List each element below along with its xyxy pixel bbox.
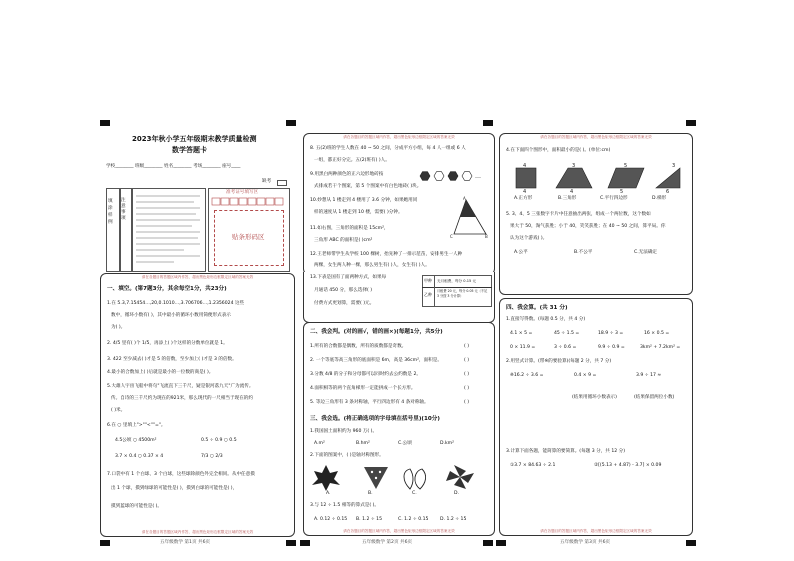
svg-text:…: … xyxy=(475,173,481,180)
choice-5-cont: 认为这个游戏( )。 xyxy=(510,236,548,241)
section-title: 一、填空。(第7题3分，其余每空1分，共23分) xyxy=(107,286,227,292)
answer-paren[interactable]: ( ) xyxy=(464,358,470,363)
question-13-cont: 月通话 450 分，那么选择( ) xyxy=(314,288,373,293)
choice-option: C.平行四边形 xyxy=(600,196,628,201)
answer-paren[interactable]: ( ) xyxy=(464,386,470,391)
oral-calc-item: 3 ÷ 0.6 = xyxy=(554,345,577,350)
fee-option-a: 甲种 xyxy=(424,278,432,283)
judge-4: 4.面积相等的两个直角梯形一定能拼成一个长方形。 xyxy=(310,386,416,391)
oral-calc-item: 0 × 11.9 = xyxy=(510,345,536,350)
compare-item: 3.7 × 0.4 ○ 0.37 × 4 xyxy=(115,454,164,459)
compare-item: 0.5 ÷ 0.9 ○ 0.5 xyxy=(201,438,237,443)
compare-item: 4.5公顷 ○ 4500m² xyxy=(115,438,157,443)
page-footer: 五年级数学 第2页 共6页 xyxy=(362,540,413,545)
choice-2: 2.下面的图案中，( )是轴对称图形。 xyxy=(310,453,384,458)
sample-label: 填涂样例 xyxy=(108,199,113,225)
section-title: 三、我会选。(将正确选项的字母填在括号里)(10分) xyxy=(310,416,440,422)
oral-calc-item: 4.1 × 5 = xyxy=(510,331,533,336)
registration-mark xyxy=(686,120,696,126)
vertical-calc-item: ※16.2 ÷ 3.6 = xyxy=(510,373,544,378)
table-divider xyxy=(434,276,435,306)
choice-option: B. 1.2 ÷ 15 xyxy=(356,517,382,522)
choice-1: 1.我国国土面积约为 960 万( )。 xyxy=(310,429,378,434)
choice-option: B.hm² xyxy=(356,441,370,446)
registration-mark xyxy=(286,540,296,546)
registration-mark xyxy=(300,540,310,546)
question-7: 7.口袋中有 1 个白球、3 个白球，这些球除颜色外完全相同。从中任意摸 xyxy=(107,472,255,477)
choice-option: B. xyxy=(368,491,373,496)
svg-text:4: 4 xyxy=(570,189,574,195)
question-11-cont: 三角形 ABC 的面积是( )cm² xyxy=(314,238,373,243)
panel-calculate xyxy=(499,298,693,536)
question-9-cont: 式排成若干个图案，第 5 个图案中有白色地砖( )块。 xyxy=(314,184,422,189)
oral-calc-item: 3km² + 7.2km² = xyxy=(640,345,681,350)
choice-option: A. xyxy=(326,491,331,496)
choice-4: 4.在下面四个图形中，面积最小的是( )。(单位:cm) xyxy=(506,148,611,153)
student-info-line: 学校________ 班级________ 姓名________ 考场________ 座号____ xyxy=(106,164,241,169)
vertical-calc-item: 0.4 × 9 = xyxy=(574,373,597,378)
svg-text:C: C xyxy=(450,234,453,239)
answer-paren[interactable]: ( ) xyxy=(464,344,470,349)
question-12: 12.王老师带学生从学校 100 棵树，抬先种了一排示范苗，安排男生一人种 xyxy=(310,252,463,257)
choice-option: A. 0.12 ÷ 0.15 xyxy=(314,517,348,522)
table-divider xyxy=(422,287,492,288)
svg-text:5: 5 xyxy=(620,189,624,195)
question-13-cont: 付费方式更划算，需要( )元。 xyxy=(314,301,375,306)
calc-3-title: 3.计算下面各题，能简算的要简算。(每题 3 分，共 12 分) xyxy=(506,449,626,454)
choice-5-cont: 果大于 50，淘气获胜；小于 40，笑笑获胜；在 40 ~ 50 之间，算平局。你 xyxy=(510,224,666,229)
question-10-cont: 样的速度从 1 楼走到 10 楼，需要( )分钟。 xyxy=(314,210,403,215)
choice-option: A.正方形 xyxy=(514,196,533,201)
registration-mark xyxy=(100,120,110,126)
svg-text:A: A xyxy=(463,196,466,201)
question-6: 6.在 ○ 里填上">""<""="。 xyxy=(107,423,166,428)
panel-notice: 请在各题目的答题区域内作答，超出黑色矩形边框限定区域的答案无效 xyxy=(343,529,455,533)
choice-option: D. xyxy=(454,491,459,496)
calc-1-title: 1.直接写得数。(每题 0.5 分，共 4 分) xyxy=(506,317,586,322)
question-7-cont: 摸到蓝球的可能性是( )。 xyxy=(111,504,162,509)
judge-3: 3.分数 4/8 的分子和分母都可以同时约去公约数是 2。 xyxy=(310,372,421,377)
svg-text:4: 4 xyxy=(523,163,527,169)
judge-2: 2. 一个等底等高三角形的底面积是 6m，高是 36cm²，面积是。 xyxy=(310,358,442,363)
question-2: 2. 4/5 里有( )个 1/5，再添上( )个这样的分数单位就是 1。 xyxy=(107,341,228,346)
choice-5: 5. 3、4、5 三张数字卡片中任意抽出两张，组成一个两位数，这个数如 xyxy=(506,212,651,217)
simplify-item: ②[(5.13 + 4.87) - 3.7] × 0.09 xyxy=(594,463,662,468)
svg-text:6: 6 xyxy=(666,189,670,195)
barcode-label: 贴条形码区 xyxy=(232,233,265,241)
section-title: 四、我会算。(共 31 分) xyxy=(506,305,568,311)
fee-option-b-desc: 月租费 20 元，每分 0.05 元（不足 3 分按 3 分计算） xyxy=(437,289,488,298)
choice-option: A.公平 xyxy=(514,250,528,255)
judge-1: 1.所有的合数都是偶数，所有的质数都是奇数。 xyxy=(310,344,407,349)
choice-option: B.三角形 xyxy=(558,196,577,201)
panel-notice: 请在各题目的答题区域内作答，超出黑色矩形边框限定区域的答案无效 xyxy=(141,530,254,534)
registration-mark xyxy=(483,540,493,546)
zhunkao-label: 准考证号填写区 xyxy=(226,190,259,195)
absent-checkbox[interactable] xyxy=(277,180,287,186)
question-7-cont: 出 1 个球，摸到绿球的可能性是( )，摸到白球的可能性是( )， xyxy=(111,486,238,491)
registration-mark xyxy=(686,540,696,546)
svg-text:3: 3 xyxy=(572,163,576,169)
svg-text:B: B xyxy=(485,234,488,239)
registration-mark xyxy=(496,540,506,546)
svg-text:3: 3 xyxy=(672,163,676,169)
svg-text:5: 5 xyxy=(624,163,628,169)
hexagon-pattern xyxy=(418,170,488,182)
question-5-cont: 传。自诗的三千尺约为现在的921米，那么现代的一尺相当于现在的约 xyxy=(111,396,253,401)
choice-option: D.梯形 xyxy=(652,196,667,201)
question-8: 8. 五(2)班的学生人数在 40 ~ 50 之间，分成平方小组，每 4 人一组或 6 人 xyxy=(310,146,466,151)
exam-title: 2023年秋小学五年级期末教学质量检测 xyxy=(132,135,257,143)
vertical-calc-item: 3.9 ÷ 17 ≈ xyxy=(636,373,662,378)
fee-option-b: 乙种 xyxy=(424,292,432,297)
question-13: 13.下表是国有了面两种方式，如果每 xyxy=(310,275,387,280)
notes-text-lines xyxy=(134,192,202,266)
registration-mark xyxy=(483,120,493,126)
choice-option: B.不公平 xyxy=(574,250,593,255)
question-4: 4.最小的合数加上( )后就是最小的一位数的商是( )。 xyxy=(107,370,214,375)
answer-card-header xyxy=(100,128,296,278)
page-footer: 五年级数学 第1页 共6页 xyxy=(160,540,211,545)
notes-label: 注意事项 xyxy=(121,198,126,221)
question-9: 9.用黑白两种颜色的正六边形地砖按 xyxy=(310,172,384,177)
absent-label: 缺考 xyxy=(262,179,272,184)
oral-calc-item: 9.9 ÷ 0.9 = xyxy=(598,345,625,350)
id-digit-boxes[interactable] xyxy=(212,198,284,206)
question-11: 11.如右图，三角形的面积是 15cm²， xyxy=(310,226,389,231)
calc-2-title: 2.用竖式计算。(带※的要验算)(每题 2 分，共 7 分) xyxy=(506,359,612,364)
question-8-cont: 一组，都正好分完。五(2)班有( )人。 xyxy=(314,158,390,163)
panel-notice: 请在各题目的答题区域内作答，超出黑色矩形边框限定区域的答案无效 xyxy=(540,135,652,139)
question-3: 3. 422 至少减去( )才是 5 的倍数，至少加上( )才是 3 的倍数。 xyxy=(107,357,237,362)
symmetry-figures xyxy=(314,463,484,493)
question-1-cont: 数中，循环小数有( )，其中最小的循环小数用简便形式表示 xyxy=(111,313,231,318)
registration-mark xyxy=(286,120,296,126)
judge-5: 5. 等边三角形有 3 条对称轴，平行四边形有 4 条对称轴。 xyxy=(310,400,429,405)
panel-notice: 请在各题目的答题区域内作答，超出黑色矩形边框限定区域的答案无效 xyxy=(540,529,652,533)
choice-option: C.无法确定 xyxy=(634,250,658,255)
question-12-cont: 两棵，女生两人种一棵，那么男生有( )人，女生有( )人。 xyxy=(314,263,430,268)
choice-option: D. 1.2 ÷ 15 xyxy=(440,517,467,522)
panel-notice: 请在各题目的答题区域内作答，超出黑色矩形边框限定区域的答案无效 xyxy=(343,135,455,139)
oral-calc-item: 16 × 0.5 = xyxy=(644,331,670,336)
panel-notice: 请在各题目的答题区域内作答，超出黑色矩形边框限定区域的答案无效 xyxy=(141,275,254,279)
section-title: 二、我会判。(对的画√，错的画×)(每题1分，共5分) xyxy=(310,329,443,335)
card-subtitle: 数学答题卡 xyxy=(172,146,207,154)
calc-note: (结果用循环小数表示) xyxy=(572,395,617,400)
choice-option: C. xyxy=(412,491,417,496)
triangle-figure xyxy=(450,198,490,238)
question-1: 1.在 5.3,7.15454…,20,0.1010…,3.706706…,1.2356024 这些 xyxy=(107,301,245,306)
page-footer: 五年级数学 第3页 共6页 xyxy=(560,540,611,545)
panel-q13 xyxy=(303,272,495,323)
question-10: 10.妙想从 1 楼走到 4 楼用了 3.6 分钟，如果她用同 xyxy=(310,198,418,203)
simplify-item: ①3.7 × 84.63 ÷ 2.1 xyxy=(510,463,556,468)
panel-fill-in-cont xyxy=(303,133,495,275)
choice-option: A.m² xyxy=(314,441,325,446)
area-shapes xyxy=(512,162,684,195)
fee-option-a-desc: 无月租费，每分 0.15 元 xyxy=(437,279,477,283)
calc-note: (结果保留两位小数) xyxy=(634,395,675,400)
answer-paren[interactable]: ( ) xyxy=(464,372,470,377)
question-5: 5.大雄人宇宙飞船中将句"飞流直下三千尺，疑是银河落九天"广为流传。 xyxy=(107,384,254,389)
question-1-cont: 为( )。 xyxy=(111,325,126,330)
panel-judge-choose xyxy=(303,322,495,536)
oral-calc-item: 45 ÷ 1.5 = xyxy=(554,331,580,336)
choice-option: C. 1.2 ÷ 0.15 xyxy=(398,517,429,522)
svg-text:4: 4 xyxy=(523,189,527,195)
choice-option: D.km² xyxy=(440,441,454,446)
compare-item: 7/3 ○ 2/3 xyxy=(201,454,223,459)
registration-mark xyxy=(100,540,110,546)
question-5-cont: ( )米。 xyxy=(111,408,126,413)
answer-paren[interactable]: ( ) xyxy=(464,400,470,405)
choice-3: 3.与 12 ÷ 1.5 相等的算式是( )。 xyxy=(310,503,380,508)
choice-option: C.公顷 xyxy=(398,441,412,446)
oral-calc-item: 18.9 ÷ 3 = xyxy=(598,331,624,336)
panel-choose-cont xyxy=(499,133,693,295)
panel-fill-in xyxy=(100,273,295,537)
